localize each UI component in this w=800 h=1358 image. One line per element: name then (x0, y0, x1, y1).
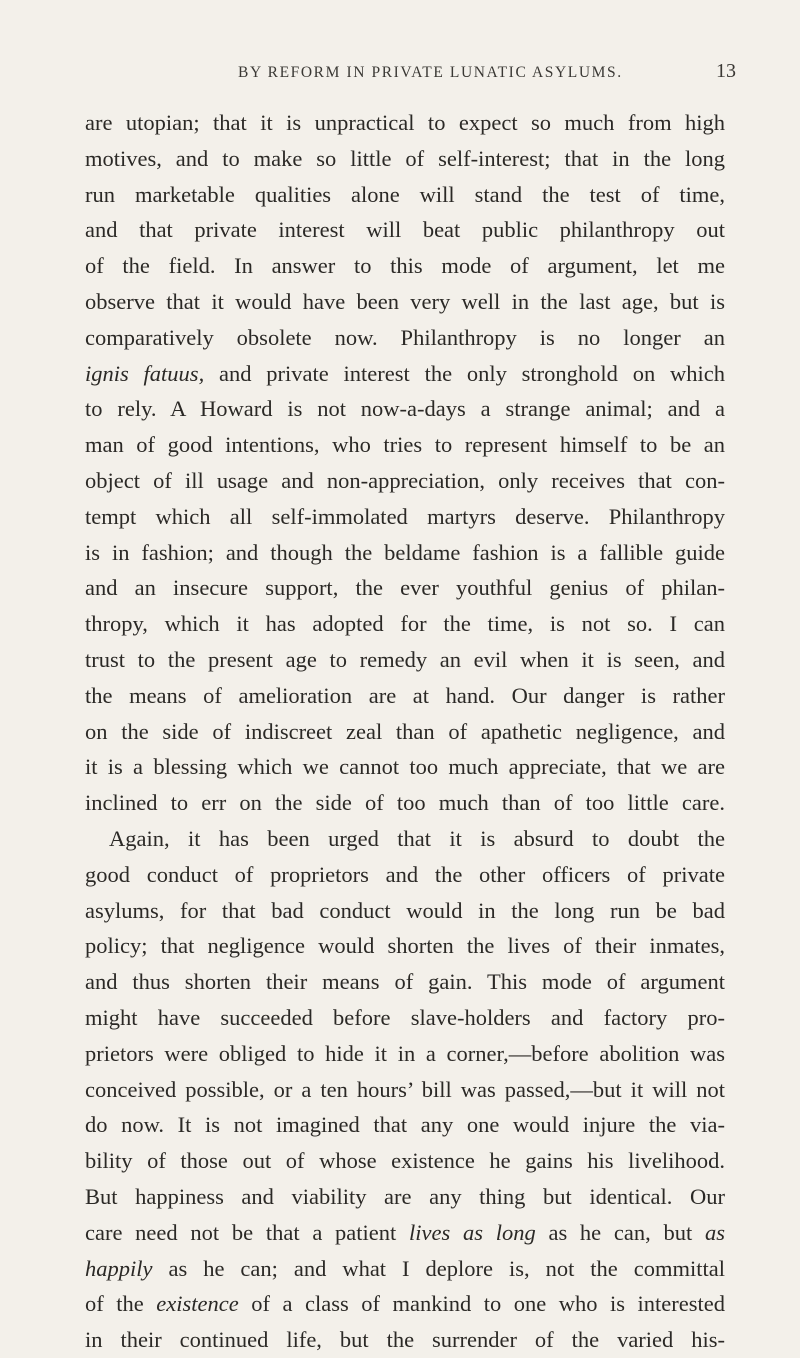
running-head: BY REFORM IN PRIVATE LUNATIC ASYLUMS. (238, 64, 623, 81)
text-line: the means of amelioration are at hand. Our danger is rather (85, 682, 725, 708)
text-line: comparatively obsolete now. Philanthropy is no longer an (85, 324, 725, 350)
text-line: observe that it would have been very well in the last age, but is (85, 288, 725, 314)
text-line: policy; that negligence would shorten the lives of their inmates, (85, 933, 725, 959)
text-line: of the field. In answer to this mode of argument, let me (85, 253, 725, 279)
text-line: it is a blessing which we cannot too much appreciate, that we are (85, 754, 725, 780)
italic-phrase: lives as long (409, 1219, 536, 1245)
italic-phrase: existence (156, 1291, 239, 1317)
text-line: and that private interest will beat public philanthropy out (85, 217, 725, 243)
italic-phrase: ignis fatuus, (85, 360, 205, 386)
text-line: on the side of indiscreet zeal than of apathetic negligence, and (85, 718, 725, 744)
text-line: Again, it has been urged that it is absurd to doubt the (109, 825, 725, 851)
text-line: happily as he can; and what I deplore is, not the committal (85, 1255, 725, 1281)
text-line: is in fashion; and though the beldame fashion is a fallible guide (85, 539, 725, 565)
text-line: man of good intentions, who tries to represent himself to be an (85, 432, 725, 458)
text-line: care need not be that a patient lives as long as he can, but as (85, 1219, 725, 1245)
text-line: to rely. A Howard is not now-a-days a strange animal; and a (85, 396, 725, 422)
text-line: run marketable qualities alone will stand the test of time, (85, 181, 725, 207)
text-line: But happiness and viability are any thing but identical. Our (85, 1183, 725, 1209)
text-line: thropy, which it has adopted for the time, is not so. I can (85, 611, 725, 637)
body-text (85, 105, 725, 1358)
text-line: of the existence of a class of mankind to one who is interested (85, 1291, 725, 1317)
page-number: 13 (716, 60, 736, 82)
text-line: are utopian; that it is unpractical to expect so much from high (85, 110, 725, 135)
text-line: inclined to err on the side of too much than of too little care. (85, 790, 725, 816)
text-line: and thus shorten their means of gain. This mode of argument (85, 969, 725, 995)
text-line: and an insecure support, the ever youthful genius of philan- (85, 575, 725, 601)
text-line: ignis fatuus, and private interest the only stronghold on which (85, 360, 725, 386)
text-line: bility of those out of whose existence he gains his livelihood. (85, 1148, 725, 1174)
italic-phrase: happily (85, 1255, 153, 1281)
text-line: motives, and to make so little of self-interest; that in the long (85, 145, 725, 171)
text-line: tempt which all self-immolated martyrs deserve. Philanthropy (85, 503, 725, 529)
italic-phrase: as (704, 1219, 725, 1245)
text-line: in their continued life, but the surrender of the varied his- (85, 1327, 725, 1353)
text-line: asylums, for that bad conduct would in the long run be bad (85, 897, 725, 923)
text-line: conceived possible, or a ten hours’ bill was passed,—but it will not (85, 1076, 725, 1102)
text-line: might have succeeded before slave-holders and factory pro- (85, 1004, 725, 1030)
text-line: do now. It is not imagined that any one would injure the via- (85, 1112, 725, 1138)
text-line: prietors were obliged to hide it in a corner,—before abolition was (85, 1040, 725, 1066)
text-line: trust to the present age to remedy an evil when it is seen, and (85, 646, 725, 672)
text-line: good conduct of proprietors and the other officers of private (85, 861, 725, 887)
text-line: object of ill usage and non-appreciation, only receives that con- (85, 467, 725, 493)
